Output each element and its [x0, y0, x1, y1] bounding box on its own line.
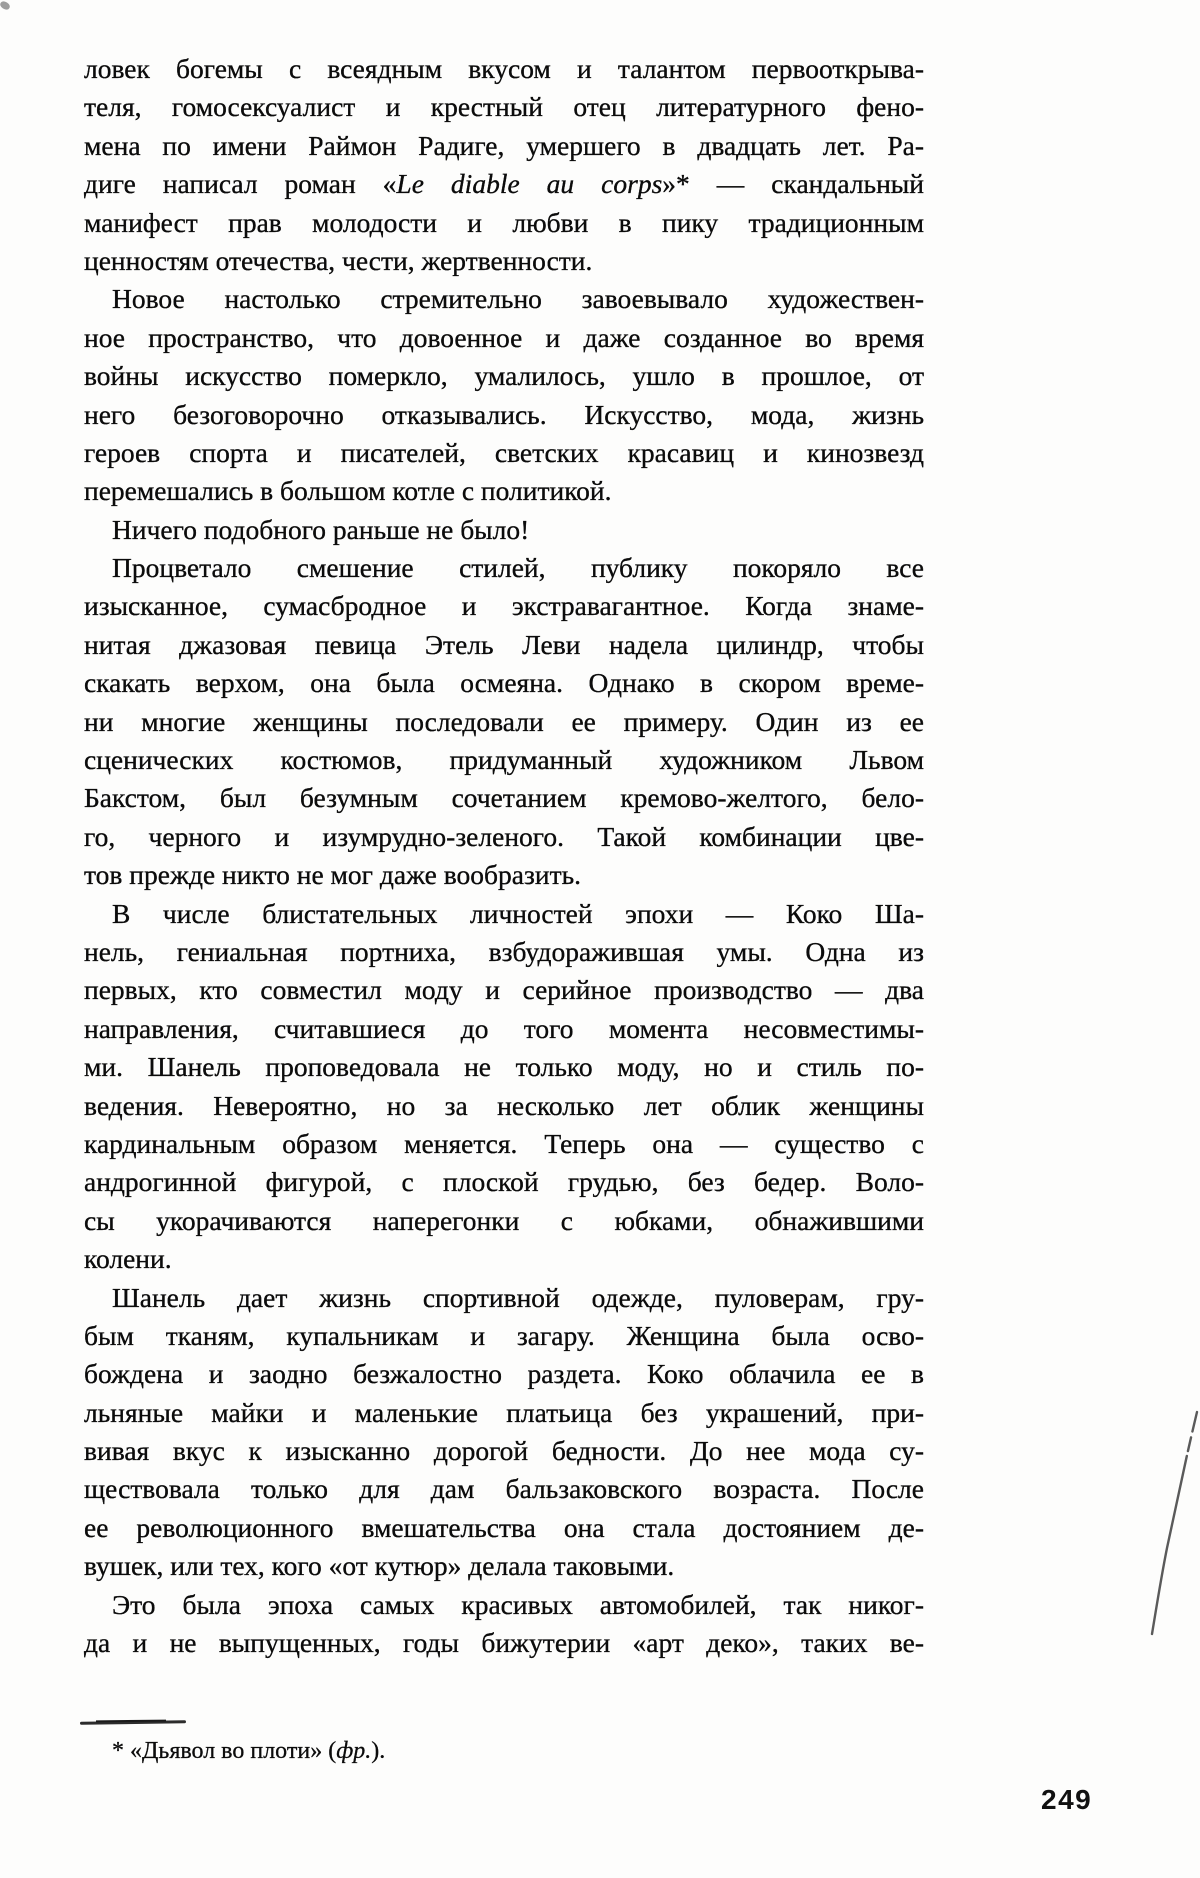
text-line	[84, 472, 924, 510]
text-line	[84, 933, 924, 971]
text-segment: Это была эпоха самых красивых автомобилей, так никог-	[112, 1588, 924, 1620]
text-line	[84, 1355, 924, 1393]
text-segment: тов прежде никто не мог даже вообразить.	[84, 859, 582, 891]
text-segment: андрогинной фигурой, с плоской грудью, без бедер. Воло-	[84, 1166, 924, 1198]
text-segment: войны искусство померкло, умалилось, ушло в прошлое, от	[84, 360, 924, 392]
text-line	[84, 1202, 924, 1240]
text-line	[84, 204, 924, 242]
text-segment: первых, кто совместил моду и серийное производство — два	[84, 974, 924, 1006]
text-segment: ми. Шанель проповедовала не только моду, но и стиль по-	[84, 1051, 924, 1083]
text-line	[84, 434, 924, 472]
text-segment: ное пространство, что довоенное и даже созданное во время	[84, 321, 924, 353]
text-segment: В числе блистательных личностей эпохи — Коко Ша-	[112, 897, 924, 929]
text-line	[84, 1509, 924, 1547]
text-line	[84, 626, 924, 664]
text-line	[84, 856, 924, 894]
text-segment: диге написал роман «	[84, 168, 397, 200]
text-line	[84, 1048, 924, 1086]
text-segment: вивая вкус к изысканно дорогой бедности. До нее мода су-	[84, 1435, 924, 1467]
text-line	[84, 971, 924, 1009]
italic-text-segment: Le diable au corps	[396, 168, 663, 200]
text-line	[84, 1432, 924, 1470]
text-segment: сценических костюмов, придуманный художником Львом	[84, 744, 924, 776]
text-segment: ни многие женщины последовали ее примеру. Один из ее	[84, 705, 924, 737]
text-line	[84, 703, 924, 741]
text-line	[84, 165, 924, 203]
text-segment: скакать верхом, она была осмеяна. Однако в скором време-	[84, 667, 924, 699]
text-segment: Новое настолько стремительно завоевывало художествен-	[112, 283, 924, 315]
text-segment: сы укорачиваются наперегонки с юбками, обнажившими	[84, 1204, 924, 1236]
text-segment: перемешались в большом котле с политикой.	[84, 475, 612, 507]
text-segment: ловек богемы с всеядным вкусом и талантом первооткрыва-	[84, 53, 924, 84]
text-segment: манифест прав молодости и любви в пику традиционным	[84, 206, 924, 238]
text-segment: направления, считавшиеся до того момента несовместимы-	[84, 1012, 924, 1044]
text-segment: ценностям отечества, чести, жертвенности.	[84, 244, 593, 276]
scan-smudge	[0, 0, 11, 11]
text-line	[84, 396, 924, 434]
text-segment: Процветало смешение стилей, публику покоряло все	[112, 552, 924, 584]
text-segment: бым тканям, купальникам и загару. Женщина была осво-	[84, 1319, 924, 1351]
text-line	[84, 1470, 924, 1508]
text-segment: да и не выпущенных, годы бижутерии «арт деко», таких ве-	[84, 1627, 924, 1659]
text-line	[84, 1394, 924, 1432]
text-segment: »* — скандальный	[662, 168, 924, 200]
text-line	[84, 1624, 924, 1662]
text-line	[84, 319, 924, 357]
text-line	[84, 1087, 924, 1125]
text-segment: колени.	[84, 1243, 172, 1275]
text-line	[84, 779, 924, 817]
text-line	[84, 357, 924, 395]
text-line	[84, 127, 924, 165]
text-line	[84, 1586, 924, 1624]
text-segment: бождена и заодно безжалостно раздета. Коко облачила ее в	[84, 1358, 924, 1390]
text-segment: кардинальным образом меняется. Теперь она — существо с	[84, 1127, 924, 1159]
text-segment: вушек, или тех, кого «от кутюр» делала таковыми.	[84, 1550, 675, 1582]
text-segment: нитая джазовая певица Этель Леви надела цилиндр, чтобы	[84, 628, 924, 660]
text-segment: Ничего подобного раньше не было!	[112, 513, 530, 545]
text-line	[84, 549, 924, 587]
text-line	[84, 280, 924, 318]
text-line	[84, 1125, 924, 1163]
text-line	[84, 50, 924, 88]
text-segment: Шанель дает жизнь спортивной одежде, пуловерам, гру-	[112, 1281, 924, 1313]
text-line	[84, 741, 924, 779]
footnote	[112, 1736, 872, 1766]
text-line	[84, 1163, 924, 1201]
text-segment: него безоговорочно отказывались. Искусство, мода, жизнь	[84, 398, 924, 430]
text-segment: льняные майки и маленькие платьица без украшений, при-	[84, 1396, 924, 1428]
text-line	[84, 1240, 924, 1278]
text-segment: ).	[371, 1738, 386, 1764]
text-segment: мена по имени Раймон Радиге, умершего в двадцать лет. Ра-	[84, 129, 924, 161]
text-line	[84, 242, 924, 280]
text-segment: ее революционного вмешательства она стала достоянием де-	[84, 1511, 924, 1543]
text-segment: ведения. Невероятно, но за несколько лет облик женщины	[84, 1089, 924, 1121]
text-segment: го, черного и изумрудно-зеленого. Такой комбинации цве-	[84, 820, 924, 852]
text-line	[84, 587, 924, 625]
text-line	[84, 1547, 924, 1585]
text-segment: героев спорта и писателей, светских красавиц и кинозвезд	[84, 436, 924, 468]
body-text	[84, 50, 924, 1662]
text-segment: Бакстом, был безумным сочетанием кремово-желтого, бело-	[84, 782, 924, 814]
text-line	[84, 511, 924, 549]
text-segment: изысканное, сумасбродное и экстравагантное. Когда знаме-	[84, 590, 924, 622]
page-number: 249	[1041, 1784, 1093, 1815]
text-line	[84, 895, 924, 933]
text-line	[84, 88, 924, 126]
text-segment: теля, гомосексуалист и крестный отец литературного фено-	[84, 91, 924, 123]
text-segment: ществовала только для дам бальзаковского возраста. После	[84, 1473, 924, 1505]
text-line	[84, 1010, 924, 1048]
text-line	[84, 664, 924, 702]
text-segment: * «Дьявол во плоти» (	[112, 1738, 337, 1764]
italic-text-segment: фр.	[336, 1738, 372, 1764]
text-line	[84, 1317, 924, 1355]
text-line	[84, 818, 924, 856]
text-segment: нель, гениальная портниха, взбудоражившая умы. Одна из	[84, 935, 924, 967]
text-line	[84, 1279, 924, 1317]
